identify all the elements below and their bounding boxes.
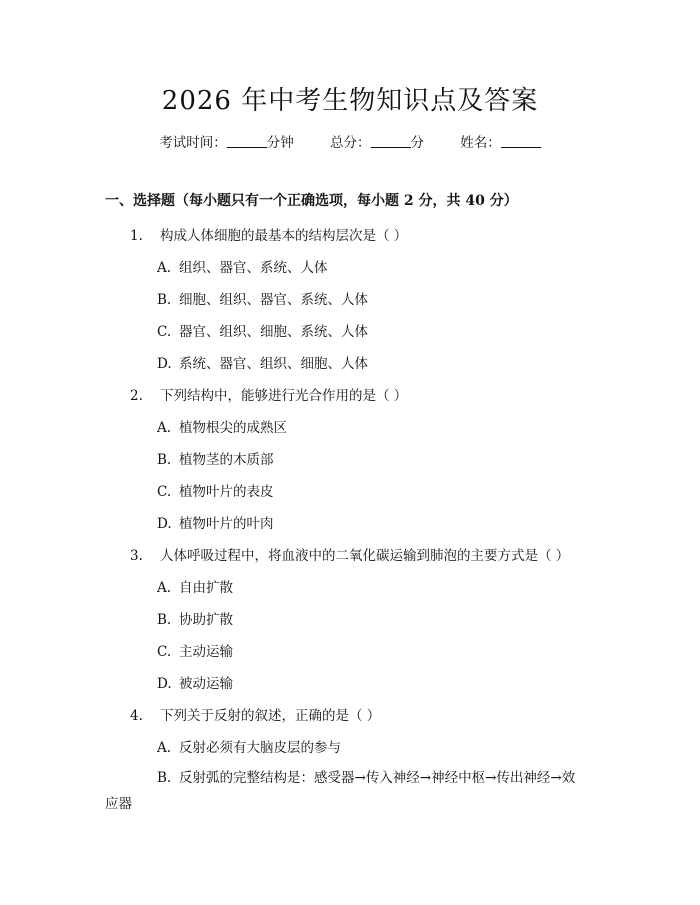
- option-text: 被动运输: [179, 676, 233, 692]
- option-text: 细胞、组织、器官、系统、人体: [179, 292, 368, 308]
- question: [130, 704, 380, 724]
- question-text: 构成人体细胞的最基本的结构层次是（ ）: [160, 228, 408, 244]
- answer-option: [157, 448, 274, 468]
- answer-option: [157, 480, 274, 500]
- section-heading: 一、选择题（每小题只有一个正确选项，每小题 2 分，共 40 分）: [105, 193, 518, 209]
- student-name-field: [460, 135, 541, 151]
- answer-option: [157, 736, 341, 756]
- page-title: 2026 年中考生物知识点及答案: [161, 86, 539, 116]
- question-text: 下列结构中，能够进行光合作用的是（ ）: [160, 388, 408, 404]
- option-letter: A.: [157, 580, 172, 596]
- answer-option: [157, 320, 368, 340]
- option-text: 反射必须有大脑皮层的参与: [179, 740, 341, 756]
- question-number: 2.: [130, 388, 143, 404]
- option-text: 植物茎的木质部: [179, 452, 274, 468]
- exam-info-row: [0, 131, 700, 151]
- total-score-field: [330, 135, 428, 151]
- option-text: 组织、器官、系统、人体: [179, 260, 328, 276]
- option-text: 主动运输: [179, 644, 233, 660]
- option-letter: C.: [157, 484, 172, 500]
- option-text: 协助扩散: [179, 612, 233, 628]
- option-letter: A.: [157, 260, 172, 276]
- exam-time-blank: [227, 135, 267, 148]
- option-letter: A.: [157, 420, 172, 436]
- question: [130, 224, 407, 244]
- student-name-label: 姓名：: [460, 135, 501, 151]
- option-letter: B.: [157, 770, 172, 786]
- question: [130, 544, 569, 564]
- option-letter: D.: [157, 676, 172, 692]
- answer-option: [157, 576, 233, 596]
- answer-option: [157, 512, 274, 532]
- option-text-continuation: 应器: [105, 796, 132, 812]
- option-letter: C.: [157, 644, 172, 660]
- option-text: 自由扩散: [179, 580, 233, 596]
- answer-option: [157, 608, 233, 628]
- question-text: 下列关于反射的叙述，正确的是（ ）: [160, 708, 381, 724]
- answer-option: [157, 288, 368, 308]
- option-text: 植物叶片的表皮: [179, 484, 274, 500]
- answer-option: [157, 766, 575, 786]
- option-text: 植物根尖的成熟区: [179, 420, 287, 436]
- option-letter: D.: [157, 356, 172, 372]
- question: [130, 384, 407, 404]
- option-letter: B.: [157, 452, 172, 468]
- option-text: 植物叶片的叶肉: [179, 516, 274, 532]
- exam-time-field: [159, 135, 298, 151]
- answer-option: [157, 672, 233, 692]
- answer-option: [157, 256, 328, 276]
- answer-option: [157, 416, 287, 436]
- question-number: 1.: [130, 228, 143, 244]
- total-score-label: 总分：: [330, 135, 371, 151]
- option-letter: B.: [157, 612, 172, 628]
- question-text: 人体呼吸过程中，将血液中的二氧化碳运输到肺泡的主要方式是（ ）: [160, 548, 570, 564]
- total-score-unit: 分: [410, 135, 424, 151]
- option-text: 反射弧的完整结构是：感受器→传入神经→神经中枢→传出神经→效: [179, 770, 576, 786]
- answer-option: [157, 352, 368, 372]
- student-name-blank: [501, 135, 541, 148]
- total-score-blank: [371, 135, 411, 148]
- option-letter: B.: [157, 292, 172, 308]
- option-text: 器官、组织、细胞、系统、人体: [179, 324, 368, 340]
- option-letter: C.: [157, 324, 172, 340]
- answer-option: [157, 640, 233, 660]
- option-letter: D.: [157, 516, 172, 532]
- exam-time-label: 考试时间：: [159, 135, 227, 151]
- option-text: 系统、器官、组织、细胞、人体: [179, 356, 368, 372]
- question-number: 4.: [130, 708, 143, 724]
- option-letter: A.: [157, 740, 172, 756]
- exam-time-unit: 分钟: [266, 135, 294, 151]
- question-number: 3.: [130, 548, 143, 564]
